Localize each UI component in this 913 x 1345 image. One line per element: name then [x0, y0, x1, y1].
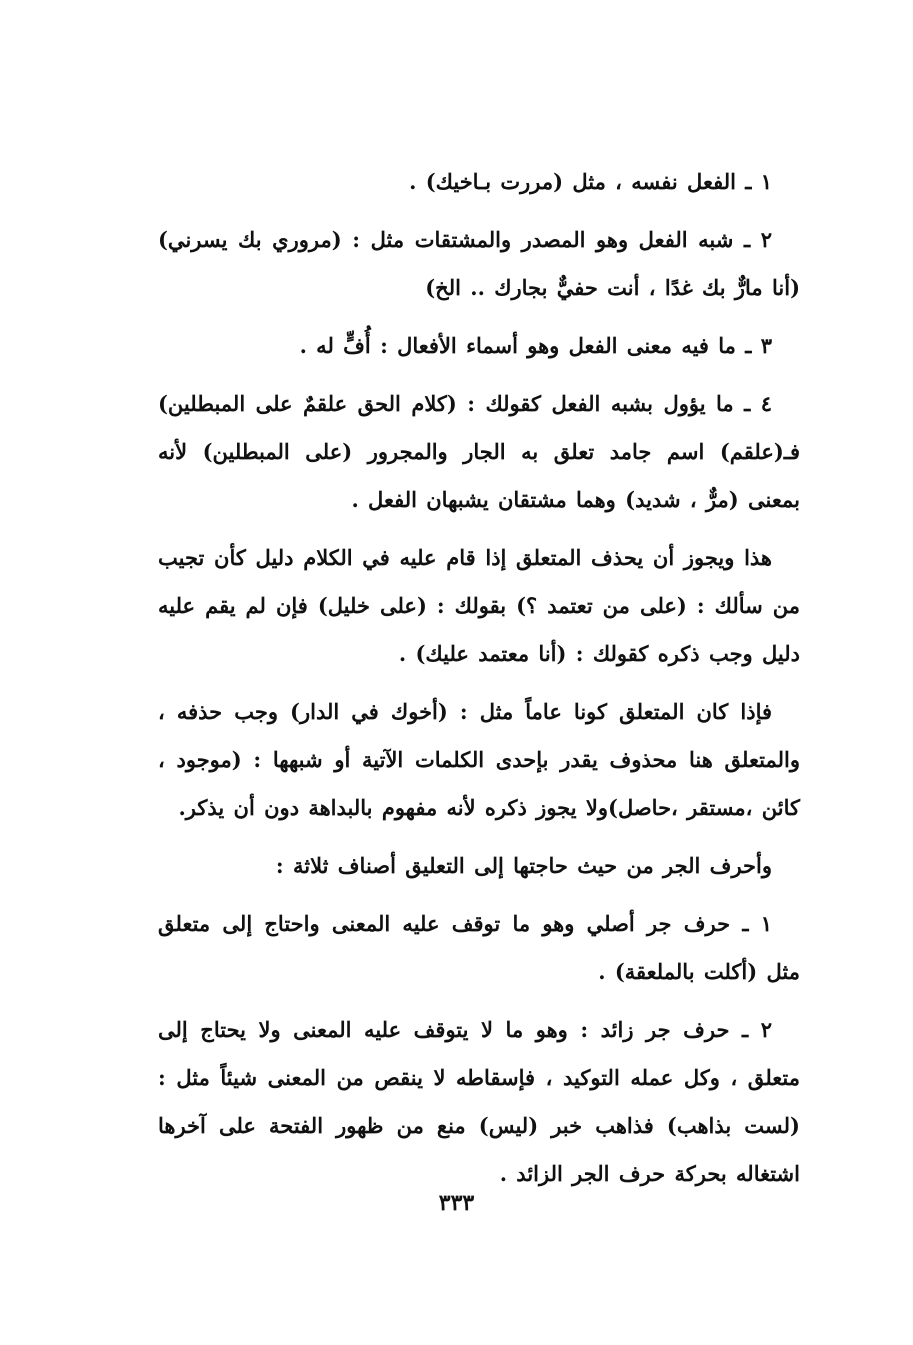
- paragraph-omission: هذا ويجوز أن يحذف المتعلق إذا قام عليه في الكلام دليل كأن تجيب من سألك : (على من تعتمد ؟) بقولك : (على خليل) فإن لم يقم عليه دليل وجب ذكره كقولك : (أنا معتمد عليك) .: [158, 545, 800, 666]
- paragraph-item-3: ٣ ـ ما فيه معنى الفعل وهو أسماء الأفعال : أُفٍّ له .: [299, 333, 772, 358]
- paragraph-general-being: فإذا كان المتعلق كونا عاماً مثل : (أخوك في الدار) وجب حذفه ، والمتعلق هنا محذوف يقدر بإحدى الكلمات الآتية أو شبهها : (موجود ، كائن ،مستقر ،حاصل)ولا يجوز ذكره لأنه مفهوم بالبداهة دون أن يذكر.: [158, 699, 800, 820]
- paragraph-prepositions-intro: وأحرف الجر من حيث حاجتها إلى التعليق أصناف ثلاثة :: [275, 853, 772, 878]
- paragraph-item-1: ١ ـ الفعل نفسه ، مثل (مررت بـاخيك) .: [409, 169, 772, 194]
- paragraph-item-4: ٤ ـ ما يؤول بشبه الفعل كقولك : (كلام الحق علقمٌ على المبطلين) فـ(علقم) اسم جامد تعلق به الجار والمجرور (على المبطلين) لأنه بمعنى (مرٌّ ، شديد) وهما مشتقان يشبهان الفعل .: [158, 391, 800, 512]
- paragraph-item-2: ٢ ـ شبه الفعل وهو المصدر والمشتقات مثل : (مروري بك يسرني) (أنا مارٌّ بك غدًا ، أنت حفيٌّ بجارك .. الخ): [158, 227, 800, 300]
- page-number: ٣٣٣: [438, 1190, 475, 1216]
- paragraph-extra-preposition: ٢ ـ حرف جر زائد : وهو ما لا يتوقف عليه المعنى ولا يحتاج إلى متعلق ، وكل عمله التوكيد ، فإسقاطه لا ينقص من المعنى شيئاً مثل : (لست بذاهب) فذاهب خبر (ليس) منع من ظهور الفتحة على آخرها اشتغاله بحركة حرف الجر الزائد .: [158, 1017, 800, 1186]
- paragraph-original-preposition: ١ ـ حرف جر أصلي وهو ما توقف عليه المعنى واحتاج إلى متعلق مثل (أكلت بالملعقة) .: [158, 911, 800, 984]
- body-text: [158, 158, 800, 1208]
